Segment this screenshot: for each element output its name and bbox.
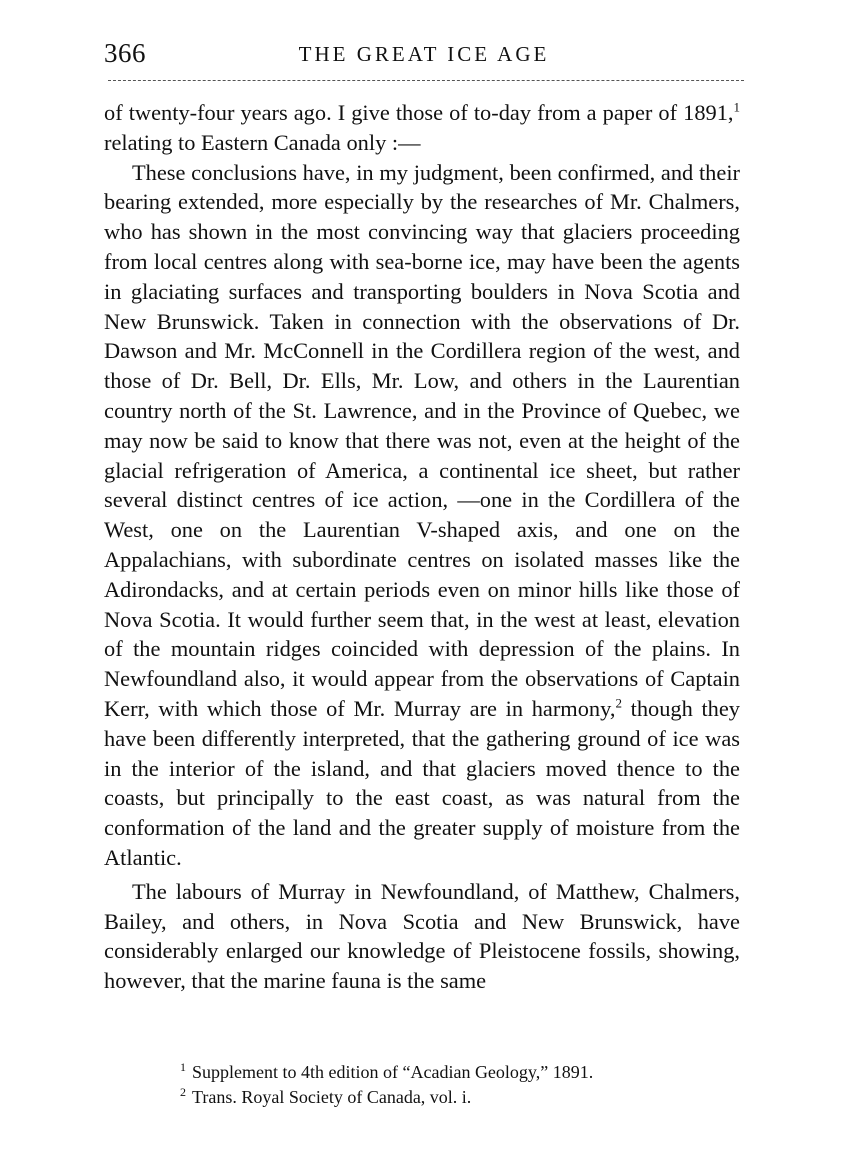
paragraph-2-text-a: These conclusions have, in my judgment, been confirmed, and their bearing extended, more especially by the researches of Mr. Chalmers, who has shown in the most convincing way that glaciers proceeding from local centres along with sea-borne ice, may have been the agents in glaciating surfaces and transporting boulders in Nova Scotia and New Brunswick. Taken in connection with the observations of Dr. Dawson and Mr. McConnell in the Cordillera region of the west, and those of Dr. Bell, Dr. Ells, Mr. Low, and others in the Laurentian country north of the St. Lawrence, and in the Province of Quebec, we may now be said to know that there was not, even at the height of the glacial refrigeration of America, a continental ice sheet, but rather several distinct centres of ice action, —one in the Cordillera of the West, one on the Laurentian V-shaped axis, and one on the Appalachians, with subordinate centres on isolated masses like the Adirondacks, and at certain periods even on minor hills like those of Nova Scotia. It would further seem that, in the west at least, elevation of the mountain ridges coincided with depression of the plains. In Newfoundland also, it would appear from the observations of Captain Kerr, with which those of Mr. Murray are in harmony, [104, 159, 740, 721]
footnote-ref-1: 1 [733, 99, 740, 115]
paragraph-1 [104, 98, 740, 158]
paragraph-3: The labours of Murray in Newfoundland, of Matthew, Chalmers, Bailey, and others, in Nova Scotia and New Brunswick, have considerably enlarged our knowledge of Pleistocene fossils, showing, however, that the marine fauna is the same [104, 878, 740, 994]
paragraph-2 [104, 158, 740, 873]
paragraph-2-text-b: though they have been differently interpreted, that the gathering ground of ice was in the interior of the island, and that glaciers moved thence to the coasts, but principally to the east coast, as was natural from the conformation of the land and the greater supply of moisture from the Atlantic. [104, 695, 740, 870]
paragraph-1-text-b: relating to Eastern Canada only :— [104, 129, 421, 155]
page-header [104, 38, 744, 74]
footnote-2-text: Trans. Royal Society of Canada, vol. i. [192, 1087, 472, 1107]
footnote-1-mark: 1 [180, 1060, 186, 1074]
body-text [104, 98, 740, 996]
footnote-ref-2: 2 [615, 695, 622, 711]
paragraph-1-text-a: of twenty-four years ago. I give those of to-day from a paper of 1891, [104, 100, 734, 125]
header-rule [108, 80, 744, 81]
footnote-1 [180, 1060, 740, 1085]
footnote-2 [180, 1085, 740, 1110]
page-number: 366 [104, 38, 146, 68]
footnote-1-text: Supplement to 4th edition of “Acadian Geology,” 1891. [192, 1062, 594, 1082]
running-head: THE GREAT ICE AGE [298, 42, 550, 66]
footnotes [180, 1060, 740, 1110]
footnote-2-mark: 2 [180, 1085, 186, 1099]
